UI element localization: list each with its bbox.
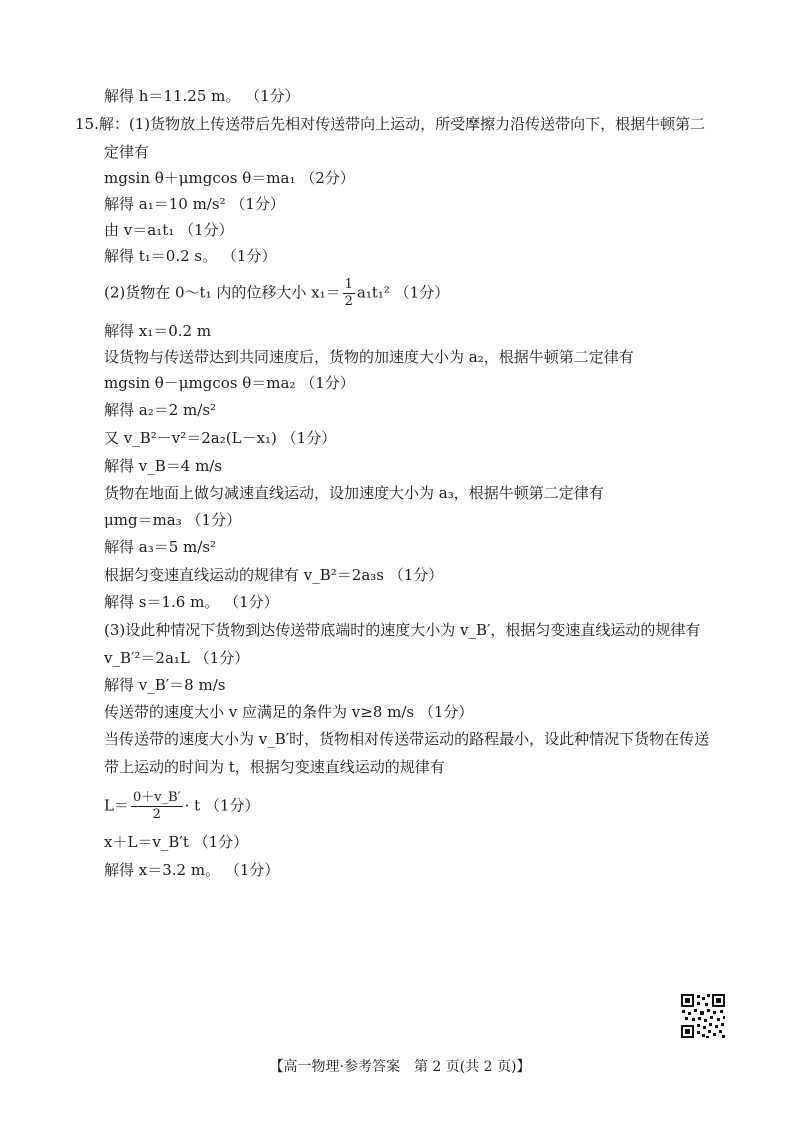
equation-line: mgsin θ－μmgcos θ＝ma₂ （1分） <box>104 374 355 392</box>
text-fragment: · t （1分） <box>184 796 260 815</box>
text-line: 传送带的速度大小 v 应满足的条件为 v≥8 m/s （1分） <box>104 703 474 721</box>
equation-line: 又 v_B²－v²＝2a₂(L－x₁) （1分） <box>104 429 337 447</box>
equation-line: 解得 a₃＝5 m/s² <box>104 538 217 556</box>
equation-line: 解得 v_B′＝8 m/s <box>104 676 226 694</box>
fraction <box>343 277 355 310</box>
text-line: 当传送带的速度大小为 v_B′时，货物相对传送带运动的路程最小，设此种情况下货物在传送 <box>104 730 710 748</box>
equation-line: 解得 a₁＝10 m/s² （1分） <box>104 195 285 213</box>
equation-line: 解得 t₁＝0.2 s。 （1分） <box>104 247 277 265</box>
equation-line: 解得 x＝3.2 m。 （1分） <box>104 861 280 879</box>
text-line: 货物在地面上做匀减速直线运动，设加速度大小为 a₃，根据牛顿第二定律有 <box>104 484 604 502</box>
text-line: 设货物与传送带达到共同速度后，货物的加速度大小为 a₂，根据牛顿第二定律有 <box>104 348 634 366</box>
text-fragment: a₁t₁² （1分） <box>356 283 450 302</box>
text-line: 解得 h＝11.25 m。 （1分） <box>104 87 300 105</box>
question-15-heading: 15.解：(1)货物放上传送带后先相对传送带向上运动，所受摩擦力沿传送带向下，根据牛顿第二 <box>75 115 706 133</box>
equation-line-fraction <box>104 790 259 823</box>
equation-line-fraction <box>104 277 449 310</box>
fraction-numerator: 1 <box>344 277 353 292</box>
equation-line: μmg＝ma₃ （1分） <box>104 511 242 529</box>
equation-line: 解得 v_B＝4 m/s <box>104 457 223 475</box>
text-line: 定律有 <box>104 143 150 161</box>
text-line: (3)设此种情况下货物到达传送带底端时的速度大小为 v_B′，根据匀变速直线运动的规律有 <box>104 621 701 639</box>
equation-line: 解得 a₂＝2 m/s² <box>104 401 217 419</box>
fraction-numerator: 0＋v_B′ <box>132 790 181 805</box>
text-fragment: L＝ <box>104 796 129 815</box>
text-line: 带上运动的时间为 t，根据匀变速直线运动的规律有 <box>104 758 445 776</box>
equation-line: mgsin θ＋μmgcos θ＝ma₁ （2分） <box>104 169 355 187</box>
equation-line: v_B′²＝2a₁L （1分） <box>104 649 250 667</box>
equation-line: 根据匀变速直线运动的规律有 v_B²＝2a₃s （1分） <box>104 566 444 584</box>
page-footer: 【高一物理·参考答案 第 2 页(共 2 页)】 <box>269 1059 531 1075</box>
qr-code-icon <box>680 993 726 1039</box>
fraction-denominator: 2 <box>344 294 353 309</box>
fraction <box>131 790 183 823</box>
equation-line: 解得 s＝1.6 m。 （1分） <box>104 593 279 611</box>
equation-line: 解得 x₁＝0.2 m <box>104 322 212 340</box>
text-fragment: (2)货物在 0～t₁ 内的位移大小 x₁＝ <box>104 283 341 302</box>
equation-line: 由 v＝a₁t₁ （1分） <box>104 221 234 239</box>
equation-line: x＋L＝v_B′t （1分） <box>104 833 249 851</box>
fraction-denominator: 2 <box>152 807 161 822</box>
